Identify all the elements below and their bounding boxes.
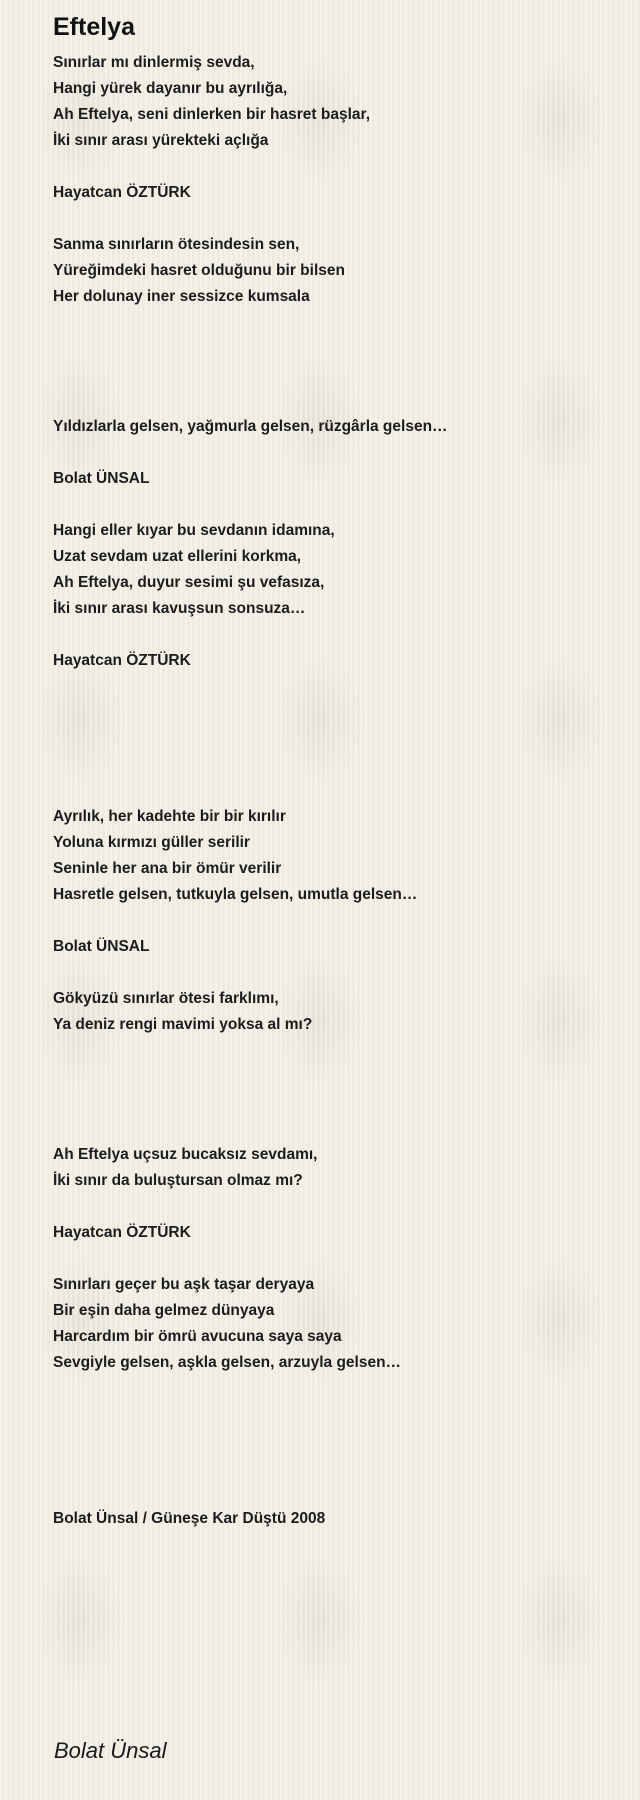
poem-line: Ah Eftelya, seni dinlerken bir hasret başlar, [53, 106, 371, 123]
stanza-spacer [53, 310, 613, 336]
poem-line: Yoluna kırmızı güller serilir [53, 834, 250, 851]
stanza-spacer [53, 1402, 613, 1428]
poem-line: Yüreğimdeki hasret olduğunu bir bilsen [53, 262, 345, 279]
poem-line: Hasretle gelsen, tutkuyla gelsen, umutla gelsen… [53, 886, 418, 903]
poem-line: Ayrılık, her kadehte bir bir kırılır [53, 808, 286, 825]
stanza-spacer [53, 154, 613, 180]
stanza-spacer [53, 388, 613, 414]
poem-line: Yıldızlarla gelsen, yağmurla gelsen, rüzgârla gelsen… [53, 418, 448, 435]
poem-line: Sanma sınırların ötesindesin sen, [53, 236, 300, 253]
poem-line: Bolat ÜNSAL [53, 938, 150, 955]
page-title: Eftelya [53, 13, 135, 41]
stanza-spacer [53, 1064, 613, 1090]
stanza-spacer [53, 700, 613, 726]
poem-body [53, 50, 613, 1532]
poem-line: Hayatcan ÖZTÜRK [53, 1224, 191, 1241]
stanza-spacer [53, 1116, 613, 1142]
poem-line: Sınırlar mı dinlermiş sevda, [53, 54, 255, 71]
poem-line: İki sınır da buluştursan olmaz mı? [53, 1172, 303, 1189]
stanza-spacer [53, 1038, 613, 1064]
stanza-spacer [53, 778, 613, 804]
stanza-spacer [53, 674, 613, 700]
poem-line: Ya deniz rengi mavimi yoksa al mı? [53, 1016, 313, 1033]
poem-line: Ah Eftelya uçsuz bucaksız sevdamı, [53, 1146, 318, 1163]
poem-line: Hangi eller kıyar bu sevdanın idamına, [53, 522, 335, 539]
poem-line: Uzat sevdam uzat ellerini korkma, [53, 548, 302, 565]
stanza-spacer [53, 1246, 613, 1272]
stanza-spacer [53, 336, 613, 362]
stanza-spacer [53, 492, 613, 518]
poem-line: Harcardım bir ömrü avucuna saya saya [53, 1328, 342, 1345]
stanza-spacer [53, 206, 613, 232]
poem-line: Gökyüzü sınırlar ötesi farklımı, [53, 990, 279, 1007]
poem-line: Sınırları geçer bu aşk taşar deryaya [53, 1276, 315, 1293]
poem-line: Hayatcan ÖZTÜRK [53, 184, 191, 201]
stanza-spacer [53, 362, 613, 388]
stanza-spacer [53, 1090, 613, 1116]
stanza-spacer [53, 1480, 613, 1506]
stanza-spacer [53, 752, 613, 778]
poem-line: Bolat ÜNSAL [53, 470, 150, 487]
stanza-spacer [53, 622, 613, 648]
poem-line: Seninle her ana bir ömür verilir [53, 860, 282, 877]
stanza-spacer [53, 1194, 613, 1220]
stanza-spacer [53, 960, 613, 986]
poem-line: Her dolunay iner sessizce kumsala [53, 288, 310, 305]
stanza-spacer [53, 908, 613, 934]
poem-line: Ah Eftelya, duyur sesimi şu vefasıza, [53, 574, 325, 591]
author-signature: Bolat Ünsal [54, 1738, 167, 1763]
poem-line: Bolat Ünsal / Güneşe Kar Düştü 2008 [53, 1510, 326, 1527]
poem-line: İki sınır arası kavuşsun sonsuza… [53, 600, 306, 617]
poem-line: Hangi yürek dayanır bu ayrılığa, [53, 80, 288, 97]
stanza-spacer [53, 1454, 613, 1480]
stanza-spacer [53, 1428, 613, 1454]
stanza-spacer [53, 1376, 613, 1402]
stanza-spacer [53, 440, 613, 466]
poem-line: Hayatcan ÖZTÜRK [53, 652, 191, 669]
stanza-spacer [53, 726, 613, 752]
poem-line: Sevgiyle gelsen, aşkla gelsen, arzuyla gelsen… [53, 1354, 402, 1371]
poem-line: Bir eşin daha gelmez dünyaya [53, 1302, 275, 1319]
poem-line: İki sınır arası yürekteki açlığa [53, 132, 269, 149]
